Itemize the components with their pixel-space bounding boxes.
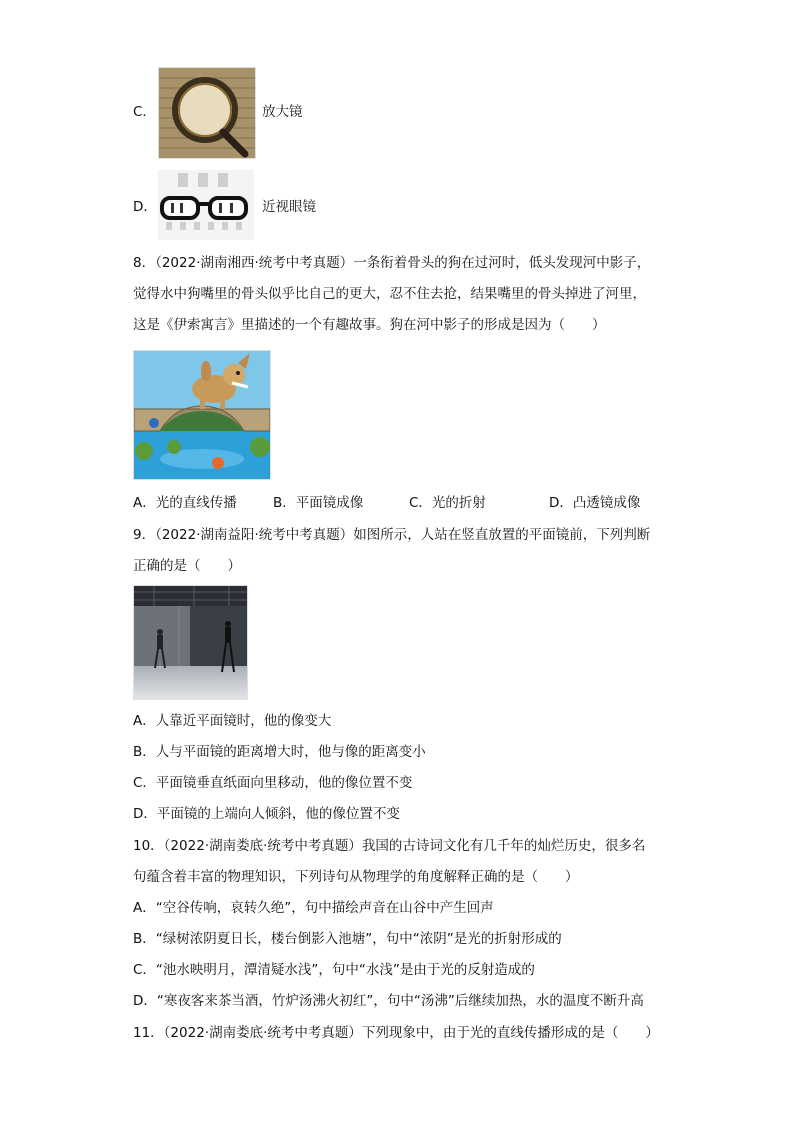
q8-option-c: C．光的折射 <box>409 495 486 511</box>
q10-option-a: A．“空谷传响，哀转久绝”，句中描绘声音在山谷中产生回声 <box>133 900 494 916</box>
q10-stem-line-2: 句蕴含着丰富的物理知识，下列诗句从物理学的角度解释正确的是（ ） <box>133 869 579 885</box>
q8-stem-line-1: 8．（2022·湖南湘西·统考中考真题）一条衔着骨头的狗在过河时，低头发现河中影子， <box>133 255 651 271</box>
q10-option-c: C．“池水映明月，潭清疑水浅”，句中“水浅”是由于光的反射造成的 <box>133 962 535 978</box>
q10-stem-line-1: 10．（2022·湖南娄底·统考中考真题）我国的古诗词文化有几千年的灿烂历史，很多名 <box>133 838 646 854</box>
q8-options-row <box>133 493 693 513</box>
magnifying-glass-icon <box>158 67 256 159</box>
q8-option-b: B．平面镜成像 <box>273 495 364 511</box>
q8-stem-line-3: 这是《伊索寓言》里描述的一个有趣故事。狗在河中影子的形成是因为（ ） <box>133 317 606 333</box>
q9-stem-line-1: 9．（2022·湖南益阳·统考中考真题）如图所示，人站在竖直放置的平面镜前，下列判断 <box>133 527 651 543</box>
q7-option-d-letter: D． <box>133 199 157 215</box>
q8-option-d: D．凸透镜成像 <box>549 495 641 511</box>
q7-option-d-text: 近视眼镜 <box>262 199 316 215</box>
q7-option-c-text: 放大镜 <box>262 104 303 120</box>
q9-option-a: A．人靠近平面镜时，他的像变大 <box>133 713 332 729</box>
q9-option-d: D．平面镜的上端向人倾斜，他的像位置不变 <box>133 806 400 822</box>
q10-option-b: B．“绿树浓阴夏日长，楼台倒影入池塘”，句中“浓阴”是光的折射形成的 <box>133 931 562 947</box>
dog-bridge-illustration <box>133 350 271 480</box>
q11-stem-line-1: 11．（2022·湖南娄底·统考中考真题）下列现象中，由于光的直线传播形成的是（ ） <box>133 1025 659 1041</box>
mirror-dancer-photo <box>133 585 248 700</box>
q9-option-b: B．人与平面镜的距离增大时，他与像的距离变小 <box>133 744 426 760</box>
q8-option-a: A．光的直线传播 <box>133 495 237 511</box>
q8-stem-line-2: 觉得水中狗嘴里的骨头似乎比自己的更大，忍不住去抢，结果嘴里的骨头掉进了河里， <box>133 286 646 302</box>
q9-option-c: C．平面镜垂直纸面向里移动，他的像位置不变 <box>133 775 413 791</box>
q7-option-c-letter: C． <box>133 104 156 120</box>
q9-stem-line-2: 正确的是（ ） <box>133 558 241 574</box>
myopia-glasses-icon <box>158 170 254 240</box>
q10-option-d: D．“寒夜客来茶当酒，竹炉汤沸火初红”，句中“汤沸”后继续加热，水的温度不断升高 <box>133 993 644 1009</box>
